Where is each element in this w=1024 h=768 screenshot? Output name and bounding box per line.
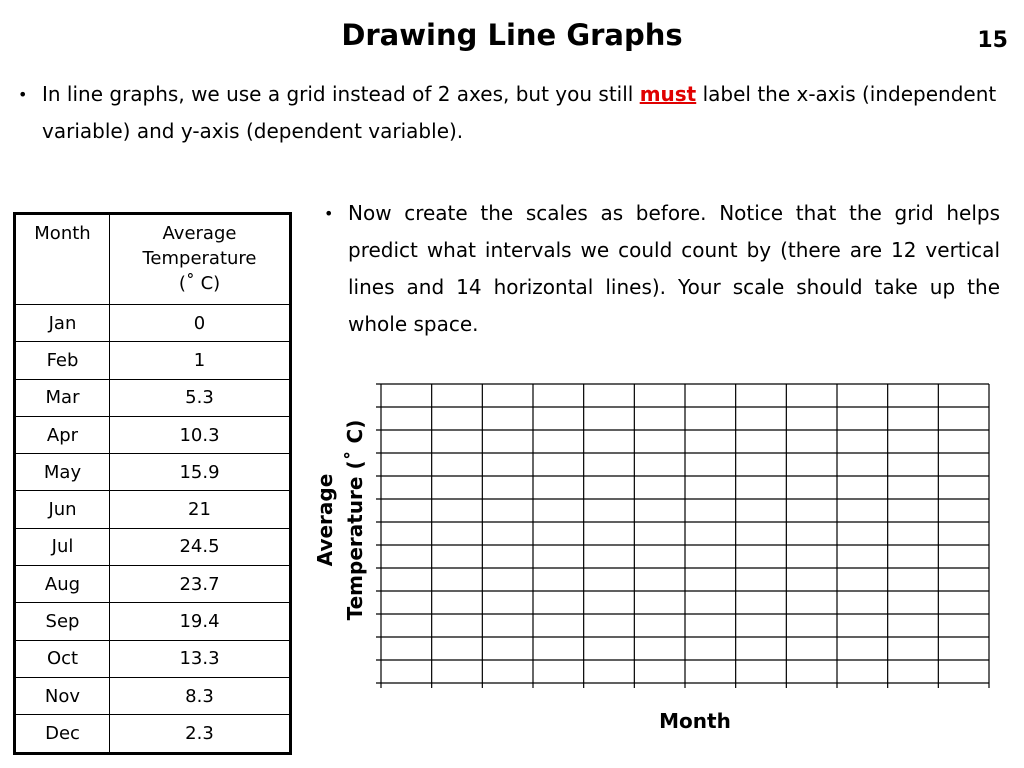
page-number: 15	[977, 28, 1008, 53]
cell-month: Mar	[15, 379, 110, 416]
cell-month: Sep	[15, 603, 110, 640]
cell-month: Dec	[15, 715, 110, 753]
cell-temp: 13.3	[110, 640, 291, 677]
cell-month: Aug	[15, 566, 110, 603]
bullet-dot-icon: •	[324, 204, 334, 223]
graph-grid	[370, 378, 995, 692]
bullet-first	[18, 76, 1018, 150]
temperature-table	[13, 212, 292, 755]
table-row	[15, 603, 291, 640]
cell-temp: 21	[110, 491, 291, 528]
y-axis-label: Average Temperature (˚ C)	[313, 419, 367, 621]
cell-temp: 19.4	[110, 603, 291, 640]
header-month: Month	[15, 214, 110, 305]
bullet-first-before: In line graphs, we use a grid instead of 2 axes, but you still	[42, 82, 640, 106]
table-row	[15, 677, 291, 714]
cell-month: Jan	[15, 305, 110, 342]
bullet-first-text	[42, 76, 1018, 150]
table-row	[15, 416, 291, 453]
cell-month: May	[15, 454, 110, 491]
header-temperature-text: Average Temperature (˚ C)	[142, 223, 257, 294]
table-row	[15, 379, 291, 416]
cell-temp: 15.9	[110, 454, 291, 491]
cell-temp: 10.3	[110, 416, 291, 453]
bullet-first-after: label the x-axis (independent variable) and y-axis (dependent variable).	[42, 82, 997, 143]
bullet-dot-icon: •	[18, 85, 28, 104]
table-header-row	[15, 214, 291, 305]
cell-month: Nov	[15, 677, 110, 714]
cell-month: Jun	[15, 491, 110, 528]
table-row	[15, 491, 291, 528]
bullet-second	[324, 195, 1000, 343]
cell-temp: 23.7	[110, 566, 291, 603]
cell-month: Jul	[15, 528, 110, 565]
table-row	[15, 454, 291, 491]
bullet-second-text: Now create the scales as before. Notice that the grid helps predict what intervals we could count by (there are 12 vertical lines and 14 horizontal lines). Your scale should take up the whole space.	[348, 201, 1000, 336]
cell-temp: 0	[110, 305, 291, 342]
slide-title: Drawing Line Graphs	[341, 18, 683, 52]
x-axis-label: Month	[659, 709, 731, 733]
cell-month: Apr	[15, 416, 110, 453]
header-temperature	[110, 214, 291, 305]
cell-month: Oct	[15, 640, 110, 677]
table-row	[15, 715, 291, 753]
table-row	[15, 640, 291, 677]
table-row	[15, 342, 291, 379]
cell-temp: 2.3	[110, 715, 291, 753]
bullet-first-emphasis: must	[639, 82, 697, 106]
cell-temp: 8.3	[110, 677, 291, 714]
cell-temp: 24.5	[110, 528, 291, 565]
table-row	[15, 566, 291, 603]
table-row	[15, 528, 291, 565]
cell-temp: 1	[110, 342, 291, 379]
cell-month: Feb	[15, 342, 110, 379]
cell-temp: 5.3	[110, 379, 291, 416]
table-row	[15, 305, 291, 342]
